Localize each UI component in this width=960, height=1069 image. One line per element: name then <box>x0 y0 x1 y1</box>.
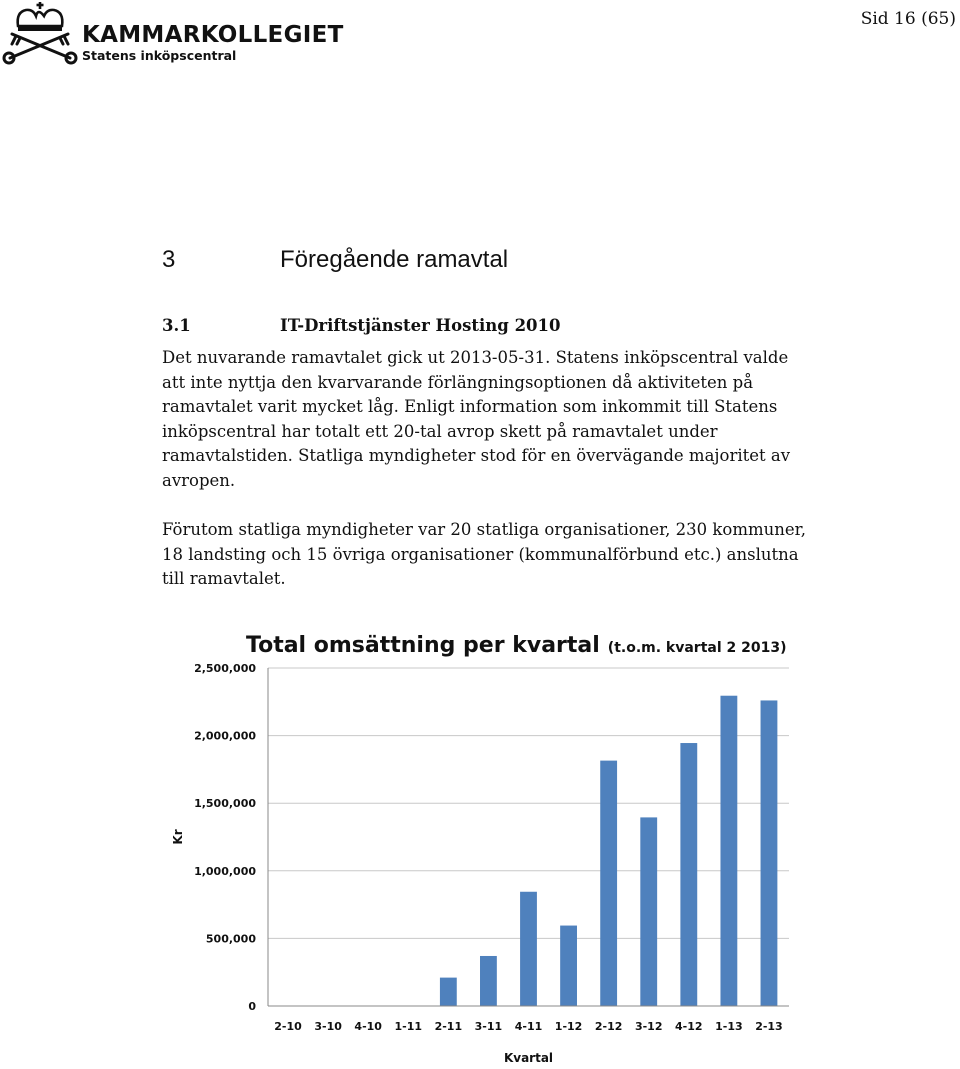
section-title: Föregående ramavtal <box>280 246 509 273</box>
chart-subtitle: (t.o.m. kvartal 2 2013) <box>607 640 787 656</box>
y-tick-label: 1,000,000 <box>194 864 256 878</box>
crown-emblem-icon <box>0 0 80 66</box>
y-axis-ticks <box>194 662 256 1013</box>
y-tick-label: 1,500,000 <box>194 797 256 811</box>
y-tick-label: 0 <box>248 1000 256 1013</box>
bar <box>680 743 697 1006</box>
bar <box>440 978 457 1006</box>
revenue-bar-chart <box>160 622 960 1069</box>
page-number: Sid 16 (65) <box>860 9 956 29</box>
x-tick-label: 1-12 <box>554 1020 583 1033</box>
paragraph: Det nuvarande ramavtalet gick ut 2013-05-31. Statens inköpscentral valde att inte nyttja den kvarvarande förlängningsoptionen då aktiviteten på ramavtalet varit mycket låg. Enligt information som inkommit till Statens inköpscentral har totalt ett 20-tal avrop skett på ramavtalet under ramavtalstiden. Statliga myndigheter stod för en övervägande majoritet av avropen. <box>162 348 791 490</box>
y-tick-label: 2,000,000 <box>194 729 256 743</box>
x-tick-label: 4-10 <box>354 1020 382 1033</box>
x-tick-label: 2-13 <box>755 1020 783 1033</box>
x-tick-label: 4-12 <box>675 1020 703 1033</box>
bar <box>600 761 617 1006</box>
brand-name: KAMMARKOLLEGIET <box>82 22 344 48</box>
x-tick-label: 1-11 <box>394 1020 423 1033</box>
bar <box>480 956 497 1006</box>
bar <box>520 892 537 1006</box>
kammarkollegiet-logo <box>0 0 344 70</box>
x-tick-label: 3-10 <box>314 1020 342 1033</box>
subsection-heading <box>162 316 561 335</box>
chart-title <box>246 633 787 658</box>
x-tick-label: 2-12 <box>594 1020 623 1033</box>
brand-subtitle: Statens inköpscentral <box>82 48 237 63</box>
section-heading <box>162 246 508 274</box>
bar <box>560 926 577 1006</box>
paragraph: Förutom statliga myndigheter var 20 statliga organisationer, 230 kommuner, 18 landsting och 15 övriga organisationer (kommunalförbund etc.) anslutna till ramavtalet. <box>162 520 806 588</box>
chart-bars <box>440 696 777 1006</box>
subsection-number: 3.1 <box>162 316 191 335</box>
y-tick-label: 500,000 <box>205 932 256 946</box>
subsection-title: IT-Driftstjänster Hosting 2010 <box>280 316 561 335</box>
section-number: 3 <box>162 246 176 273</box>
bar <box>761 700 778 1006</box>
bar <box>720 696 737 1006</box>
y-axis-label: Kr <box>171 829 185 845</box>
x-tick-label: 1-13 <box>715 1020 743 1033</box>
y-tick-label: 2,500,000 <box>194 662 256 675</box>
x-tick-label: 2-11 <box>434 1020 463 1033</box>
x-tick-label: 4-11 <box>514 1020 543 1033</box>
x-axis-label: Kvartal <box>503 1051 554 1065</box>
x-tick-label: 3-12 <box>634 1020 663 1033</box>
bar <box>640 817 657 1006</box>
x-axis-ticks <box>274 1020 782 1033</box>
chart-title-main: Total omsättning per kvartal <box>246 633 600 658</box>
x-tick-label: 2-10 <box>274 1020 302 1033</box>
x-tick-label: 3-11 <box>474 1020 503 1033</box>
